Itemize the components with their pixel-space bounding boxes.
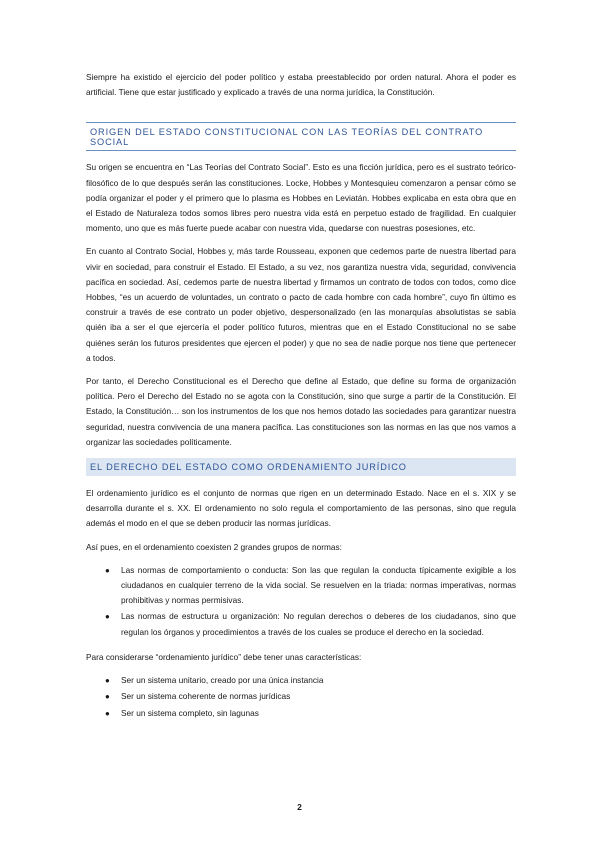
intro-paragraph: Siempre ha existido el ejercicio del poder político y estaba preestablecido por orden natural. Ahora el poder es artificial. Tiene que estar justificado y explicado a través de una norma jurídica, la Constitución.	[86, 72, 516, 98]
page-number: 2	[297, 802, 302, 812]
bullet-icon: ●	[105, 676, 110, 686]
characteristics-list	[86, 673, 516, 721]
paragraph-caracteristicas: Para considerarse “ordenamiento jurídico” debe tener unas características:	[86, 651, 362, 662]
bullet-icon: ●	[105, 692, 110, 702]
list-item-text: Las normas de comportamiento o conducta: Son las que regulan la conducta típicamente exigible a los ciudadanos en cualquier terreno de la vida social. Se resuelven en la triada: normas imperativas, normas prohibitivas y normas permisivas.	[121, 564, 516, 606]
list-item	[86, 689, 516, 704]
list-item	[86, 563, 516, 609]
bullet-icon: ●	[105, 612, 110, 622]
bullet-icon: ●	[105, 708, 110, 718]
list-item-text: Las normas de estructura u organización: No regulan derechos o deberes de los ciudadanos, sino que regulan los órganos y procedimientos a través de los cuales se produce el derecho en la sociedad.	[121, 611, 516, 637]
norm-groups-list	[86, 563, 516, 640]
list-item-text: Ser un sistema coherente de normas jurídicas	[121, 691, 291, 702]
paragraph-origen: Su origen se encuentra en “Las Teorías del Contrato Social”. Esto es una ficción jurídica, pero es el sustrato teórico-filosófico de lo que después serán las constituciones. Locke, Hobbes y Montesquieu comenzaron a pensar cómo se podía organizar el poder y el primero que lo plasma es Hobbes en Leviatán. Hobbes explicaba en esta obra que en el Estado de Naturaleza todos somos libres pero nuestra vida está en perpetuo estado de fragilidad. En cualquier momento, uno que es más fuerte puede acabar con nuestra vida, quedarse con nuestras posesiones, etc.	[86, 162, 516, 234]
paragraph-grupos-normas: Así pues, en el ordenamiento coexisten 2 grandes grupos de normas:	[86, 541, 342, 552]
paragraph-contrato-social: En cuanto al Contrato Social, Hobbes y, más tarde Rousseau, exponen que cedemos parte de nuestra libertad para vivir en sociedad, para construir el Estado. El Estado, a su vez, nos garantiza nuestra vida, seguridad, convivencia pacífica en sociedad. Así, cedemos parte de nuestra libertad y firmamos un contrato de todos con todos, como dice Hobbes, “es un acuerdo de voluntades, un contrato o pacto de cada hombre con cada hombre”, cuyo fin último es construir a través de ese contrato un poder objetivo, despersonalizado (en las monarquías absolutistas se sabía quién iba a ser el que ejercería el poder político futuros, mientras que en el Estado Constitucional no se sabe quiénes serán los futuros presidentes que ejercen el poder) y que no sea de nadie porque nos tiene que pertenecer a todos.	[86, 246, 516, 363]
list-item-text: Ser un sistema completo, sin lagunas	[121, 707, 259, 718]
page-content	[86, 70, 516, 731]
section-heading-origen: ORIGEN DEL ESTADO CONSTITUCIONAL CON LAS TEORÍAS DEL CONTRATO SOCIAL	[86, 122, 516, 151]
list-item	[86, 673, 516, 688]
paragraph-ordenamiento-definicion: El ordenamiento jurídico es el conjunto de normas que rigen en un determinado Estado. Nace en el s. XIX y se desarrolla durante el s. XX. El ordenamiento no solo regula el comportamiento de las personas, sino que regula además el modo en el que se deben producir las normas jurídicas.	[86, 488, 516, 529]
bullet-icon: ●	[105, 565, 110, 575]
list-item	[86, 609, 516, 639]
list-item-text: Ser un sistema unitario, creado por una única instancia	[121, 675, 324, 686]
paragraph-derecho-constitucional: Por tanto, el Derecho Constitucional es el Derecho que define al Estado, que define su forma de organización política. Pero el Derecho del Estado no se agota con la Constitución, sino que surge a partir de la Constitución. El Estado, la Constitución… son los instrumentos de los que nos hemos dotado las sociedades para garantizar nuestra seguridad, nuestra convivencia de una manera pacífica. Las constituciones son las normas en las que nos vamos a organizar las sociedades políticamente.	[86, 376, 516, 447]
list-item	[86, 706, 516, 721]
section-heading-ordenamiento: EL DERECHO DEL ESTADO COMO ORDENAMIENTO JURÍDICO	[86, 458, 516, 476]
